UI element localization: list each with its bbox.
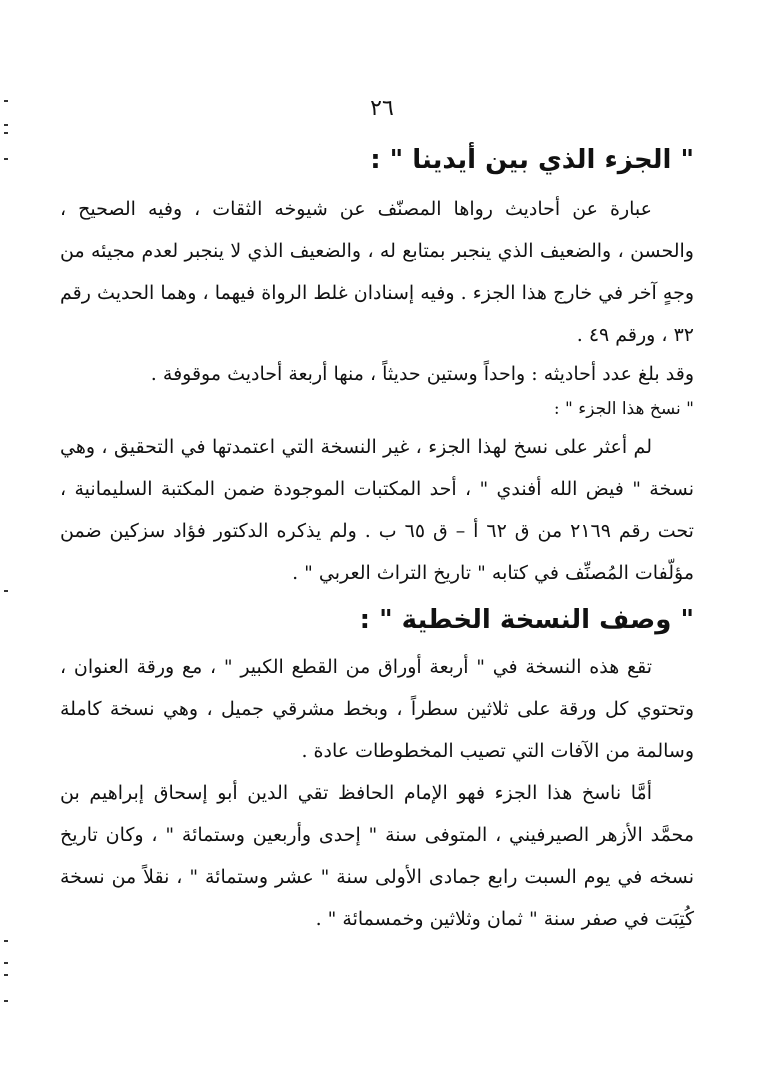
margin-mark <box>4 962 8 964</box>
margin-mark <box>4 1000 8 1002</box>
margin-mark <box>4 158 8 160</box>
subheading-copies: " نسخ هذا الجزء " : <box>553 399 694 419</box>
paragraph: تقع هذه النسخة في " أربعة أوراق من القطع الكبير " ، مع ورقة العنوان ، وتحتوي كل ورقة على ثلاثين سطراً ، وبخط مشرقي جميل ، وهي نسخة كاملة وسالمة من الآفات التي تصيب المخطوطات عادة . <box>60 656 694 762</box>
margin-mark <box>4 974 8 976</box>
paragraph-manuscript <box>60 646 694 940</box>
paragraph: وقد بلغ عدد أحاديثه : واحداً وستين حديثاً ، منها أربعة أحاديث موقوفة . <box>150 363 694 385</box>
section-heading-part: " الجزء الذي بين أيدينا " : <box>370 145 694 175</box>
page-number: ٢٦ <box>370 96 394 121</box>
paragraph: لم أعثر على نسخ لهذا الجزء ، غير النسخة التي اعتمدتها في التحقيق ، وهي نسخة " فيض الله أفندي " ، أحد المكتبات الموجودة ضمن المكتبة السليمانية ، تحت رقم ٢١٦٩ من ق ٦٢ أ – ق ٦٥ ب . ولم يذكره الدكتور فؤاد سزكين ضمن مؤلّفات المُصنِّف في كتابه " تاريخ التراث العربي " . <box>60 436 694 584</box>
margin-mark <box>4 590 8 592</box>
section-heading-manuscript: " وصف النسخة الخطية " : <box>359 605 694 635</box>
paragraph: أمَّا ناسخ هذا الجزء فهو الإمام الحافظ تقي الدين أبو إسحاق إبراهيم بن محمَّد الأزهر الصيرفيني ، المتوفى سنة " إحدى وأربعين وستمائة " ، وكان تاريخ نسخه في يوم السبت رابع جمادى الأولى سنة " عشر وستمائة " ، نقلاً من نسخة كُتِبَت في صفر سنة " ثمان وثلاثين وخمسمائة " . <box>60 782 694 930</box>
margin-mark <box>4 124 8 126</box>
margin-mark <box>4 940 8 942</box>
paragraph-description <box>60 188 694 594</box>
paragraph: عبارة عن أحاديث رواها المصنّف عن شيوخه الثقات ، وفيه الصحيح ، والحسن ، والضعيف الذي ينجبر بمتابع له ، والضعيف الذي لا ينجبر لعدم مجيئه من وجهٍ آخر في خارج هذا الجزء . وفيه إسنادان غلط الرواة فيهما ، وهما الحديث رقم ٣٢ ، ورقم ٤٩ . <box>60 198 694 346</box>
margin-mark <box>4 132 8 134</box>
